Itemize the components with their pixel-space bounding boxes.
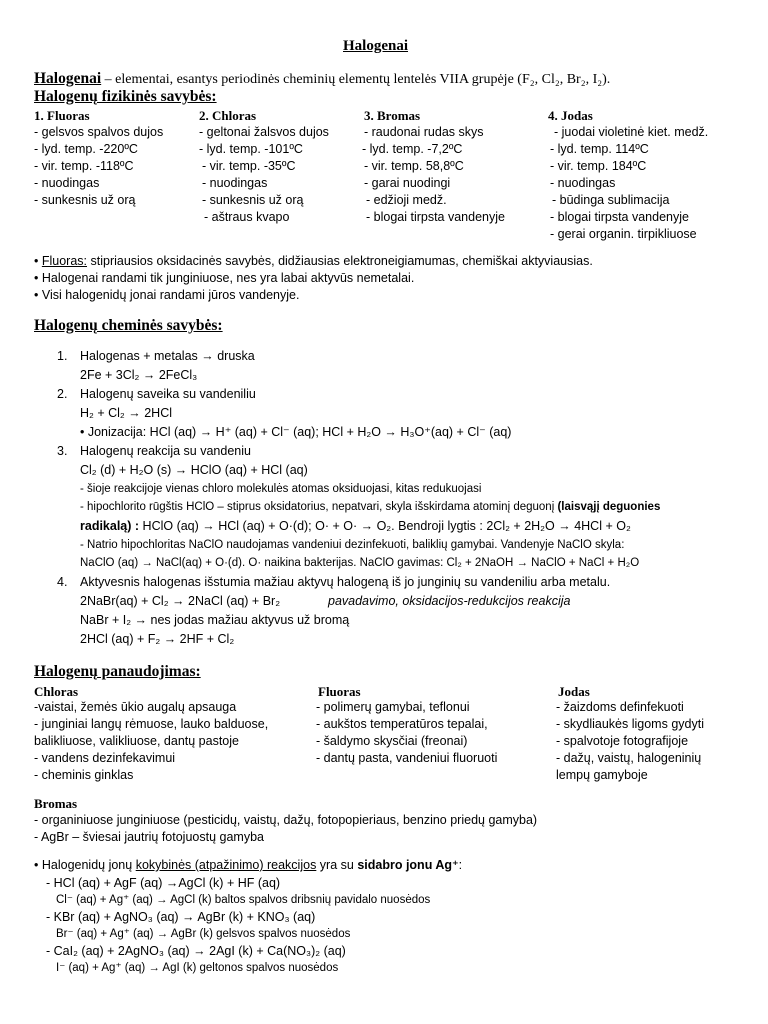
reaction-note: - Natrio hipochloritas NaClO naudojamas vandeniui dezinfekuoti, baliklių gamybai. Vandenyje NaClO skyla: — [80, 539, 625, 551]
list-number: 3. — [57, 444, 68, 458]
phys-col4-item: - nuodingas — [550, 176, 616, 190]
phys-col2-item: - geltonai žalsvos dujos — [199, 125, 329, 139]
intro-text: – elementai, esantys periodinės cheminių elementų lentelės VIIA grupėje (F₂, Cl₂, Br₂, I₂). — [101, 72, 611, 87]
usage-col1-item: balikliuose, valikliuose, dantų pastoje — [34, 734, 239, 748]
intro-term: Halogenai — [34, 70, 102, 87]
reaction-equation: NaBr + I₂ → nes jodas mažiau aktyvus už bromą — [80, 613, 350, 627]
phys-col3-item: - vir. temp. 58,8ºC — [364, 159, 464, 173]
usage-col1-item: - cheminis ginklas — [34, 768, 134, 782]
reaction-equation: 2NaBr(aq) + Cl₂ → 2NaCl (aq) + Br₂ — [80, 594, 281, 608]
qualitative-line: - HCl (aq) + AgF (aq) →AgCl (k) + HF (aq) — [46, 876, 281, 890]
reaction-note-bold: (laisvąjį deguonies — [557, 501, 661, 513]
phys-col4-item: - gerai organin. tirpikliuose — [550, 227, 697, 241]
qualitative-intro: • Halogenidų jonų kokybinės (atpažinimo) reakcijos yra su sidabro jonu Ag⁺: — [34, 858, 463, 872]
phys-col2-item: - aštraus kvapo — [204, 210, 290, 224]
phys-col3-item: - raudonai rudas skys — [364, 125, 484, 139]
usage-col2-item: - dantų pasta, vandeniui fluoruoti — [316, 751, 498, 765]
chemical-heading: Halogenų cheminės savybės: — [34, 317, 223, 334]
usage-col1-item: - junginiai langų rėmuose, lauko balduose, — [34, 717, 269, 731]
reaction-note-text: HClO (aq) → HCl (aq) + O·(d); O· + O· → O₂. Bendroji lygtis : 2Cl₂ + 2H₂O → 4HCl + O₂ — [139, 519, 631, 533]
bullet-item: • Visi halogenidų jonai randami jūros vandenyje. — [34, 288, 300, 302]
usage-bromas-header: Bromas — [34, 796, 78, 811]
usage-col3-item: - dažų, vaistų, halogeninių — [556, 751, 702, 765]
usage-col3-header: Jodas — [558, 684, 590, 699]
usage-col1-item: - vandens dezinfekavimui — [34, 751, 176, 765]
reaction-text: Aktyvesnis halogenas išstumia mažiau aktyvų halogeną iš jo junginių su vandeniliu arba metalu. — [80, 575, 611, 589]
phys-col1-item: - gelsvos spalvos dujos — [34, 125, 164, 139]
usage-bromas-item: - organiniuose junginiuose (pesticidų, vaistų, dažų, fotopopieriaus, benzino priedų gamyba) — [34, 813, 538, 827]
usage-bromas-item: - AgBr – šviesai jautrių fotojuostų gamyba — [34, 830, 264, 844]
qualitative-mid: yra su — [316, 858, 358, 872]
usage-col2-item: - šaldymo skysčiai (freonai) — [316, 734, 468, 748]
reaction-note-bold: radikalą) : — [80, 519, 140, 533]
bullet-fluoras: • Fluoras: stipriausios oksidacinės savybės, didžiausias elektroneigiamumas, chemiškai aktyviausias. — [34, 254, 593, 268]
qualitative-term: kokybinės (atpažinimo) reakcijos — [135, 858, 317, 872]
qualitative-line: I⁻ (aq) + Ag⁺ (aq) → AgI (k) geltonos spalvos nuosėdos — [56, 962, 339, 974]
reaction-note: NaClO (aq) → NaCl(aq) + O·(d). O· naikina bakterijas. NaClO gavimas: Cl₂ + 2NaOH → NaClO + NaCl + H₂O — [80, 557, 640, 569]
reaction-annotation: pavadavimo, oksidacijos-redukcijos reakcija — [328, 594, 571, 608]
list-number: 2. — [57, 387, 68, 401]
reaction-note — [80, 519, 631, 534]
reaction-note — [80, 500, 660, 515]
reaction-equation: 2Fe + 3Cl₂ → 2FeCl₃ — [80, 368, 198, 382]
phys-col2-item: - vir. temp. -35ºC — [202, 159, 296, 173]
reaction-text: Halogenų reakcija su vandeniu — [80, 444, 251, 458]
qualitative-line: Br⁻ (aq) + Ag⁺ (aq) → AgBr (k) gelsvos spalvos nuosėdos — [56, 928, 351, 940]
phys-col2-item: - sunkesnis už orą — [202, 193, 304, 207]
list-number: 4. — [57, 575, 68, 589]
phys-col3-item: - lyd. temp. -7,2ºC — [362, 142, 463, 156]
phys-col4-item: - būdinga sublimacija — [552, 193, 670, 207]
usage-col1-item: -vaistai, žemės ūkio augalų apsauga — [34, 700, 237, 714]
bullet-text: Halogenai randami tik junginiuose, nes yra labai aktyvūs nemetalai. — [41, 271, 415, 285]
phys-col1-item: - sunkesnis už orą — [34, 193, 136, 207]
phys-col4-item: - lyd. temp. 114ºC — [550, 142, 649, 156]
usage-heading: Halogenų panaudojimas: — [34, 663, 201, 680]
usage-col3-item: - spalvotoje fotografijoje — [556, 734, 689, 748]
phys-col2-item: - nuodingas — [202, 176, 268, 190]
qualitative-line: - KBr (aq) + AgNO₃ (aq) → AgBr (k) + KNO₃ (aq) — [46, 910, 316, 924]
bullet-fluoras-text: stipriausios oksidacinės savybės, didžiausias elektroneigiamumas, chemiškai aktyviausias. — [87, 254, 593, 268]
usage-col3-item: lempų gamyboje — [556, 768, 648, 782]
reaction-equation: 2HCl (aq) + F₂ → 2HF + Cl₂ — [80, 632, 235, 646]
reaction-equation: • Jonizacija: HCl (aq) → H⁺ (aq) + Cl⁻ (aq); HCl + H₂O → H₃O⁺(aq) + Cl⁻ (aq) — [80, 425, 512, 439]
bullet-text: Visi halogenidų jonai randami jūros vandenyje. — [41, 288, 300, 302]
phys-col2-item: - lyd. temp. -101ºC — [199, 142, 303, 156]
phys-col4-header: 4. Jodas — [548, 108, 593, 123]
phys-col3-item: - edžioji medž. — [366, 193, 447, 207]
reaction-note-text: - hipochlorito rūgštis HClO – stiprus oksidatorius, nepatvari, skyla išskirdama atominį deguonį — [80, 501, 558, 513]
reaction-text: Halogenas + metalas → druska — [80, 349, 255, 363]
reaction-note: - šioje reakcijoje vienas chloro molekulės atomas oksiduojasi, kitas redukuojasi — [80, 483, 482, 495]
phys-col3-item: - blogai tirpsta vandenyje — [366, 210, 505, 224]
qualitative-bold: sidabro jonu Ag⁺ — [357, 858, 459, 872]
reaction-equation: H₂ + Cl₂ → 2HCl — [80, 406, 173, 420]
phys-col4-item: - juodai violetinė kiet. medž. — [554, 125, 709, 139]
qualitative-line: Cl⁻ (aq) + Ag⁺ (aq) → AgCl (k) baltos spalvos dribsnių pavidalo nuosėdos — [56, 894, 431, 906]
phys-col1-header: 1. Fluoras — [34, 108, 90, 123]
bullet-item: • Halogenai randami tik junginiuose, nes yra labai aktyvūs nemetalai. — [34, 271, 415, 285]
phys-col4-item: - blogai tirpsta vandenyje — [550, 210, 689, 224]
reaction-equation: Cl₂ (d) + H₂O (s) → HClO (aq) + HCl (aq) — [80, 463, 308, 477]
qualitative-line: - CaI₂ (aq) + 2AgNO₃ (aq) → 2AgI (k) + Ca(NO₃)₂ (aq) — [46, 944, 346, 958]
usage-col2-header: Fluoras — [318, 684, 361, 699]
page-title: Halogenai — [343, 38, 409, 54]
qualitative-end: : — [458, 858, 463, 872]
reaction-text: Halogenų saveika su vandeniliu — [80, 387, 256, 401]
phys-col1-item: - nuodingas — [34, 176, 100, 190]
usage-col1-header: Chloras — [34, 684, 79, 699]
usage-col2-item: - aukštos temperatūros tepalai, — [316, 717, 488, 731]
usage-col3-item: - žaizdoms definfekuoti — [556, 700, 684, 714]
phys-col3-header: 3. Bromas — [364, 108, 421, 123]
intro-line — [34, 70, 610, 88]
usage-col3-item: - skydliaukės ligoms gydyti — [556, 717, 704, 731]
phys-col3-item: - garai nuodingi — [364, 176, 451, 190]
phys-col4-item: - vir. temp. 184ºC — [550, 159, 647, 173]
phys-col1-item: - vir. temp. -118ºC — [34, 159, 134, 173]
physical-heading: Halogenų fizikinės savybės: — [34, 88, 217, 105]
phys-col2-header: 2. Chloras — [199, 108, 257, 123]
usage-col2-item: - polimerų gamybai, teflonui — [316, 700, 470, 714]
list-number: 1. — [57, 349, 68, 363]
qualitative-pre: Halogenidų jonų — [41, 858, 136, 872]
phys-col1-item: - lyd. temp. -220ºC — [34, 142, 138, 156]
bullet-fluoras-label: Fluoras: — [41, 254, 88, 268]
